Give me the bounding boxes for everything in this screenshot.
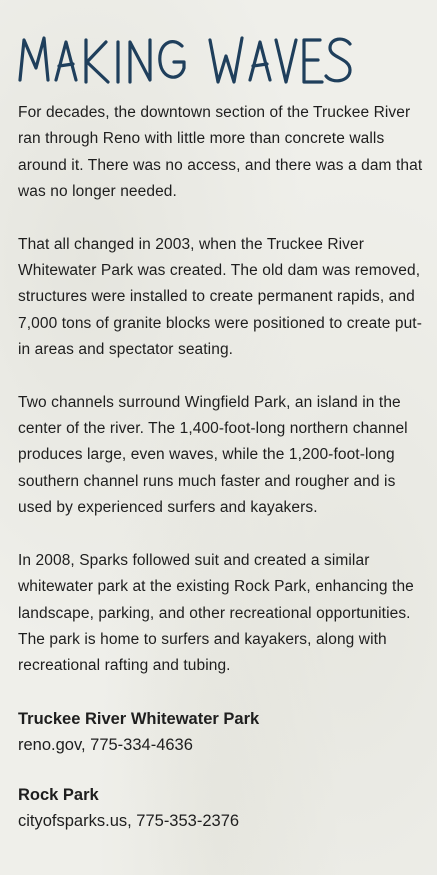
article-body [18, 100, 423, 858]
contact-name: Truckee River Whitewater Park [18, 709, 260, 728]
paragraph-3: Two channels surround Wingfield Park, an island in the center of the river. The 1,400-foot-long northern channel produces large, even waves, while the 1,200-foot-long southern channel runs much faster and rougher and is used by experienced surfers and kayakers. [18, 393, 408, 517]
contact-name: Rock Park [18, 785, 99, 804]
contact-truckee [18, 706, 423, 758]
paragraph-2: That all changed in 2003, when the Truckee River Whitewater Park was created. The old dam was removed, structures were installed to create permanent rapids, and 7,000 tons of granite blocks were positioned to create put-in areas and spectator seating. [18, 235, 422, 359]
contact-info: reno.gov, 775-334-4636 [18, 735, 193, 754]
contact-info: cityofsparks.us, 775-353-2376 [18, 811, 240, 830]
handwritten-title [14, 18, 354, 102]
paragraph-4: In 2008, Sparks followed suit and created a similar whitewater park at the existing Rock Park, enhancing the landscape, parking, and other recreational opportunities. The park is home to surfers and kayakers, along with recreational rafting and tubing. [18, 551, 414, 675]
contact-rock-park [18, 782, 423, 834]
title-lettering [14, 18, 354, 102]
paragraph-1: For decades, the downtown section of the Truckee River ran through Reno with little more than concrete walls around it. There was no access, and there was a dam that was no longer needed. [18, 104, 423, 201]
